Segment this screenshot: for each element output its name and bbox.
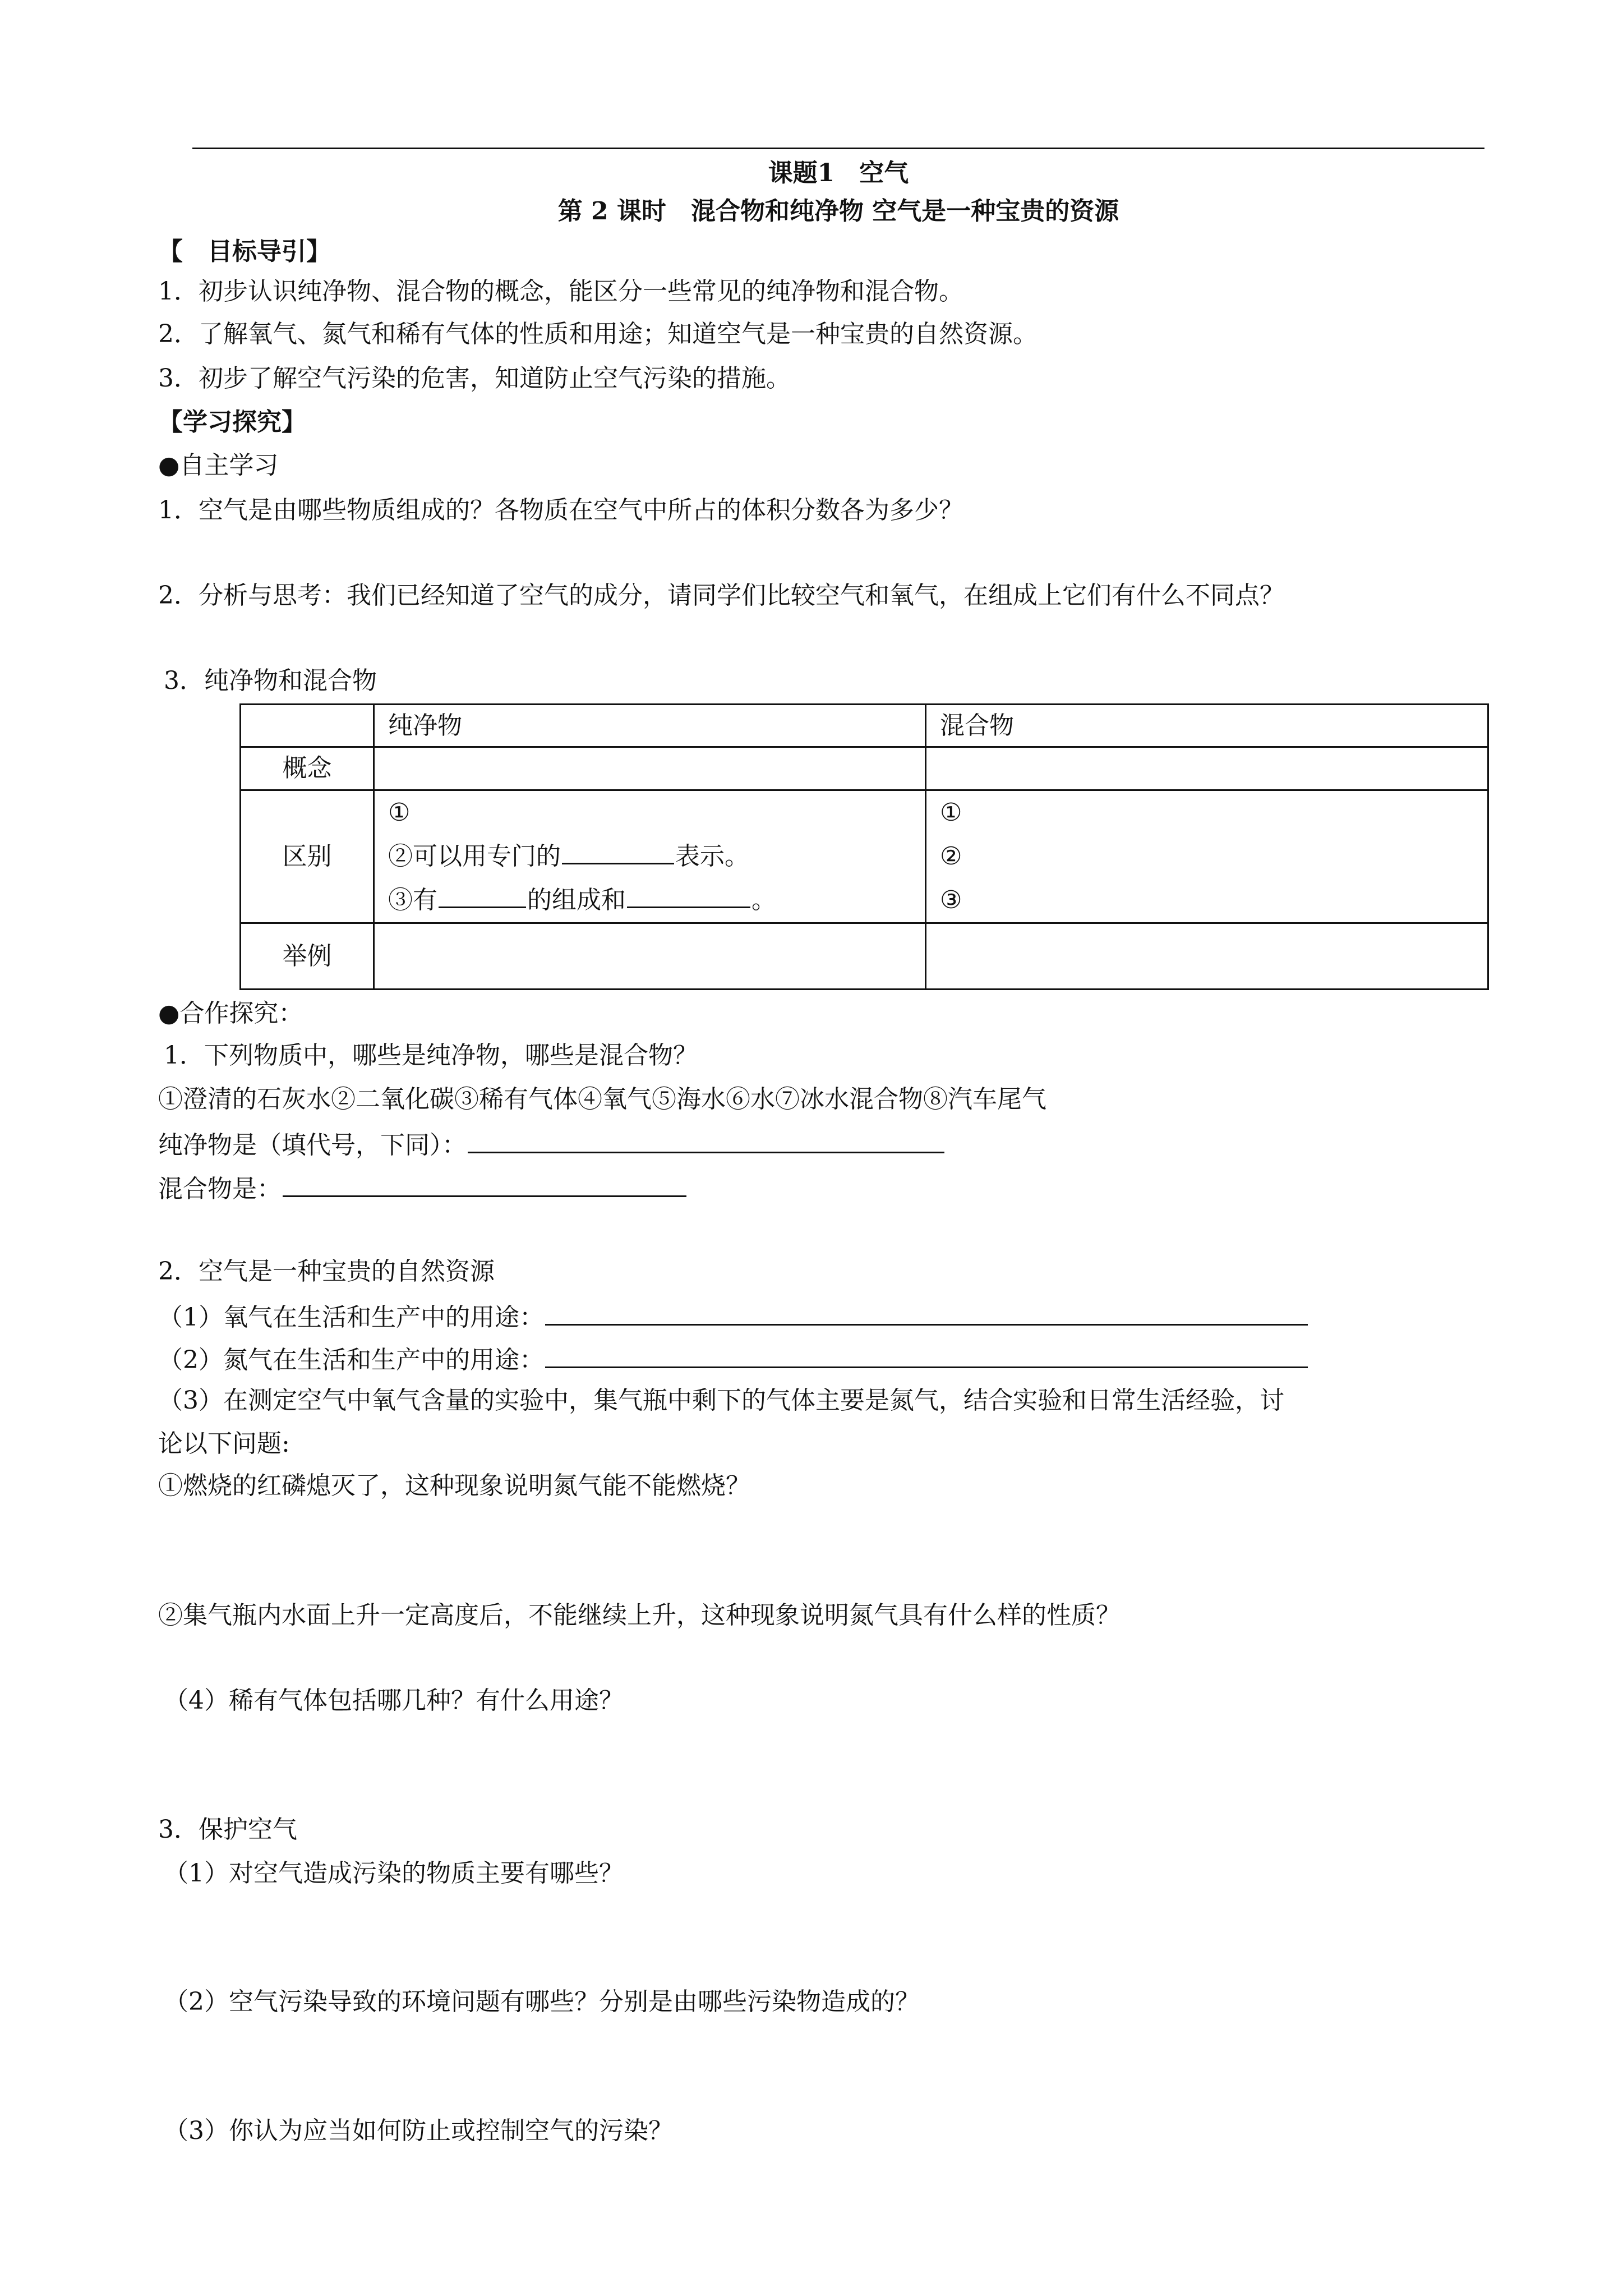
pure-diff-3-text-c: 。 <box>751 886 776 914</box>
oxygen-uses-blank[interactable] <box>545 1303 1308 1326</box>
self-study-heading: ●自主学习 <box>158 451 279 480</box>
pure-diff-3-text-b: 的组成和 <box>527 886 626 914</box>
question-2: 2．分析与思考：我们已经知道了空气的成分，请同学们比较空气和氧气，在组成上它们有什么不同点？ <box>158 581 1284 610</box>
pure-answer-blank[interactable] <box>468 1130 944 1153</box>
pure-diff-blank-property[interactable] <box>627 885 750 908</box>
goal-item: 2．了解氧气、氮气和稀有气体的性质和用途；知道空气是一种宝贵的自然资源。 <box>158 320 1038 348</box>
question-3: 3．纯净物和混合物 <box>164 666 377 695</box>
coop-question-2: 2．空气是一种宝贵的自然资源 <box>158 1257 495 1286</box>
table-cell-pure-example[interactable] <box>374 923 926 990</box>
table-row-diff-label: 区别 <box>241 790 374 923</box>
header-rule <box>192 148 1484 149</box>
mix-answer-line <box>158 1174 688 1202</box>
mix-diff-line-3: ③ <box>940 886 962 914</box>
coop-question-3: 3．保护空气 <box>158 1815 297 1844</box>
goal-item: 3．初步了解空气污染的危害，知道防止空气污染的措施。 <box>158 364 791 393</box>
pure-diff-line-3 <box>388 878 925 922</box>
mix-answer-label: 混合物是： <box>158 1175 282 1203</box>
question-1: 1．空气是由哪些物质组成的？各物质在空气中所占的体积分数各为多少？ <box>158 496 963 524</box>
explore-heading: 【学习探究】 <box>158 408 306 436</box>
nitrogen-uses-label: （2）氮气在生活和生产中的用途： <box>158 1346 544 1374</box>
nitrogen-uses-line <box>158 1345 1309 1373</box>
table-row-example-label: 举例 <box>241 923 374 990</box>
table-cell-mix-concept[interactable] <box>926 747 1488 790</box>
oxygen-uses-label: （1）氧气在生活和生产中的用途： <box>158 1303 544 1332</box>
table-header-pure: 纯净物 <box>374 705 926 747</box>
prevention-question: （3）你认为应当如何防止或控制空气的污染？ <box>164 2116 673 2145</box>
table-row-concept-label: 概念 <box>241 747 374 790</box>
pure-answer-label: 纯净物是（填代号，下同）： <box>158 1131 467 1159</box>
nitrogen-experiment-text-cont: 论以下问题: <box>158 1429 290 1458</box>
goal-item: 1．初步认识纯净物、混合物的概念，能区分一些常见的纯净物和混合物。 <box>158 277 963 306</box>
goals-heading: 【 目标导引】 <box>158 237 331 266</box>
environment-question: （2）空气污染导致的环境问题有哪些？分别是由哪些污染物造成的？ <box>164 1987 920 2016</box>
pollutant-question: （1）对空气造成污染的物质主要有哪些？ <box>164 1859 624 1888</box>
nitrogen-question-1: ①燃烧的红磷熄灭了，这种现象说明氮气能不能燃烧？ <box>158 1471 750 1500</box>
period-title: 第 2 课时 混合物和纯净物 空气是一种宝贵的资源 <box>557 197 1119 226</box>
pure-diff-2-text-a: ②可以用专门的 <box>388 842 561 871</box>
lesson-title: 课题1 空气 <box>768 159 909 187</box>
mix-diff-line-1: ① <box>940 798 962 827</box>
pure-diff-3-text-a: ③有 <box>388 886 437 914</box>
table-cell-pure-diff <box>374 790 926 923</box>
mix-answer-blank[interactable] <box>283 1174 686 1197</box>
nitrogen-uses-blank[interactable] <box>545 1345 1308 1368</box>
nitrogen-question-2: ②集气瓶内水面上升一定高度后，不能继续上升，这种现象说明氮气具有什么样的性质？ <box>158 1601 1121 1630</box>
pure-answer-line <box>158 1130 946 1158</box>
coop-heading: ●合作探究： <box>158 999 303 1028</box>
rare-gas-question: （4）稀有气体包括哪几种？有什么用途？ <box>164 1686 624 1715</box>
pure-diff-blank-symbol[interactable] <box>562 841 674 864</box>
table-cell-pure-concept[interactable] <box>374 747 926 790</box>
table-cell-mix-diff <box>926 790 1488 923</box>
pure-diff-2-text-b: 表示。 <box>675 842 749 871</box>
nitrogen-experiment-text: （3）在测定空气中氧气含量的实验中，集气瓶中剩下的气体主要是氮气，结合实验和日常生活经验，讨 <box>158 1386 1284 1415</box>
pure-diff-line-1: ① <box>388 798 411 827</box>
mix-diff-line-2: ② <box>940 842 962 871</box>
table-header-mix: 混合物 <box>926 705 1488 747</box>
oxygen-uses-line <box>158 1303 1309 1330</box>
comparison-table <box>239 703 1489 990</box>
pure-diff-blank-composition[interactable] <box>439 885 526 908</box>
coop-question-1: 1．下列物质中，哪些是纯净物，哪些是混合物？ <box>164 1041 698 1070</box>
pure-diff-line-2 <box>388 835 925 878</box>
substance-list: ①澄清的石灰水②二氧化碳③稀有气体④氧气⑤海水⑥水⑦冰水混合物⑧汽车尾气 <box>158 1085 1046 1114</box>
table-corner-cell <box>241 705 374 747</box>
table-cell-mix-example[interactable] <box>926 923 1488 990</box>
